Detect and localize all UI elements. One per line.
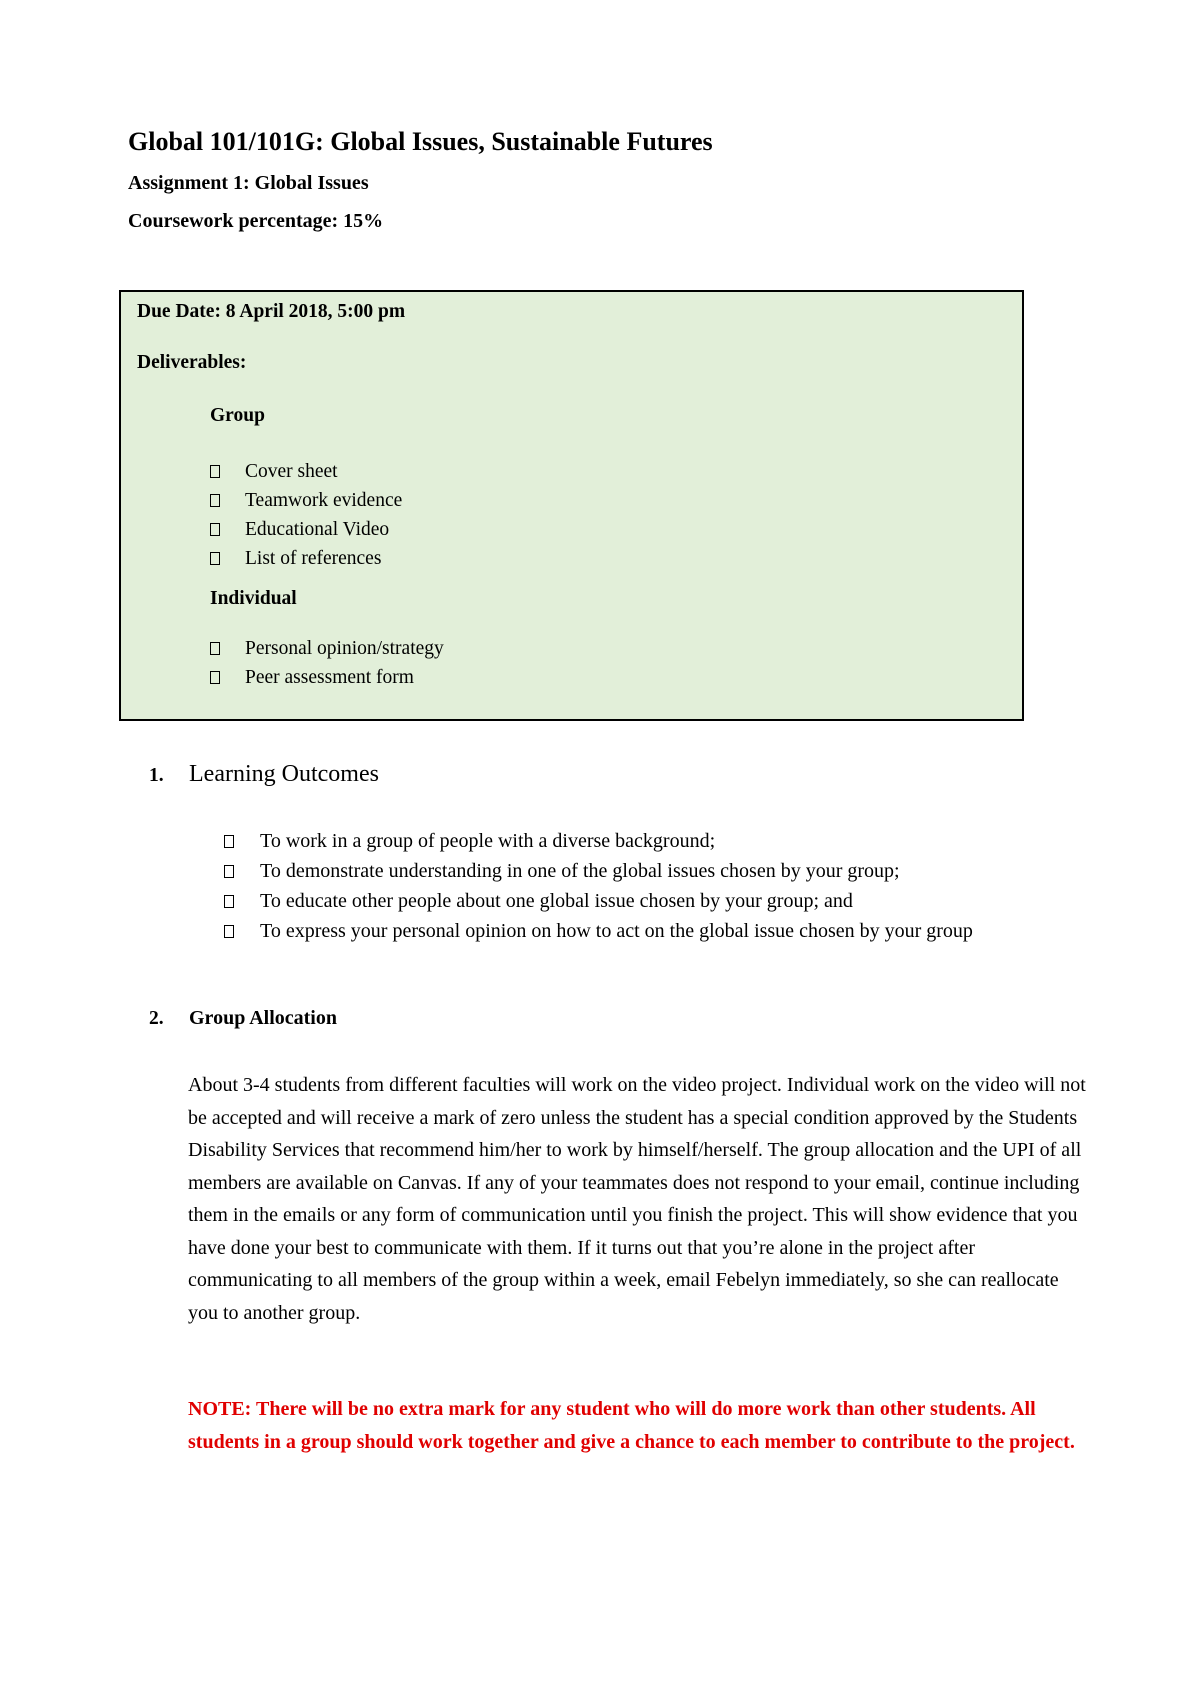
list-item — [224, 886, 1104, 916]
list-item-label: To express your personal opinion on how to act on the global issue chosen by your group — [260, 920, 973, 942]
note-paragraph: NOTE: There will be no extra mark for any student who will do more work than other students. All students in a group should work together and give a chance to each member to contribute to the project. — [188, 1398, 1075, 1453]
checkbox-icon — [210, 552, 220, 565]
list-item-label: Personal opinion/strategy — [245, 638, 444, 659]
list-item — [210, 634, 444, 663]
list-item — [210, 663, 444, 692]
list-item — [224, 826, 1104, 856]
group-allocation-heading — [149, 1007, 337, 1030]
list-item-label: Educational Video — [245, 519, 390, 540]
section-number: 2. — [149, 1008, 164, 1029]
deliverables-box — [119, 290, 1024, 721]
coursework-percentage: Coursework percentage: 15% — [128, 210, 384, 232]
list-item-label: To demonstrate understanding in one of the global issues chosen by your group; — [260, 860, 900, 882]
checkbox-icon — [210, 494, 220, 507]
list-item-label: To educate other people about one global issue chosen by your group; and — [260, 890, 853, 912]
list-item-label: To work in a group of people with a diverse background; — [260, 830, 716, 852]
section-title: Group Allocation — [189, 1007, 337, 1029]
list-item — [210, 515, 402, 544]
section-number: 1. — [149, 765, 164, 786]
list-item — [224, 916, 1104, 946]
list-item — [224, 856, 1104, 886]
group-heading: Group — [210, 405, 265, 426]
deliverables-heading: Deliverables: — [137, 352, 247, 373]
list-item-label: Peer assessment form — [245, 667, 414, 688]
checkbox-icon — [210, 671, 220, 684]
list-item-label: Cover sheet — [245, 461, 338, 482]
learning-outcomes-list — [224, 826, 1104, 946]
checkbox-icon — [210, 642, 220, 655]
checkbox-icon — [210, 465, 220, 478]
assignment-title: Assignment 1: Global Issues — [128, 172, 369, 194]
individual-deliverables-list — [210, 634, 444, 692]
group-deliverables-list — [210, 457, 402, 573]
list-item-label: Teamwork evidence — [245, 490, 403, 511]
due-date: Due Date: 8 April 2018, 5:00 pm — [137, 301, 406, 322]
individual-heading: Individual — [210, 588, 297, 609]
section-title: Learning Outcomes — [189, 761, 379, 787]
checkbox-icon — [224, 895, 234, 908]
checkbox-icon — [210, 523, 220, 536]
checkbox-icon — [224, 835, 234, 848]
group-allocation-paragraph: About 3-4 students from different faculties will work on the video project. Individual work on the video will not be accepted and will receive a mark of zero unless the student has a special condition approved by the Students Disability Services that recommend him/her to work by himself/herself. The group allocation and the UPI of all members are available on Canvas. If any of your teammates does not respond to your email, continue including them in the emails or any form of communication until you finish the project. This will show evidence that you have done your best to communicate with them. If it turns out that you’re alone in the project after communicating to all members of the group within a week, email Febelyn immediately, so she can reallocate you to another group. — [188, 1074, 1086, 1324]
checkbox-icon — [224, 925, 234, 938]
list-item-label: List of references — [245, 548, 382, 569]
list-item — [210, 457, 402, 486]
checkbox-icon — [224, 865, 234, 878]
list-item — [210, 544, 402, 573]
learning-outcomes-heading — [149, 761, 379, 788]
list-item — [210, 486, 402, 515]
course-title: Global 101/101G: Global Issues, Sustainable Futures — [128, 127, 713, 156]
